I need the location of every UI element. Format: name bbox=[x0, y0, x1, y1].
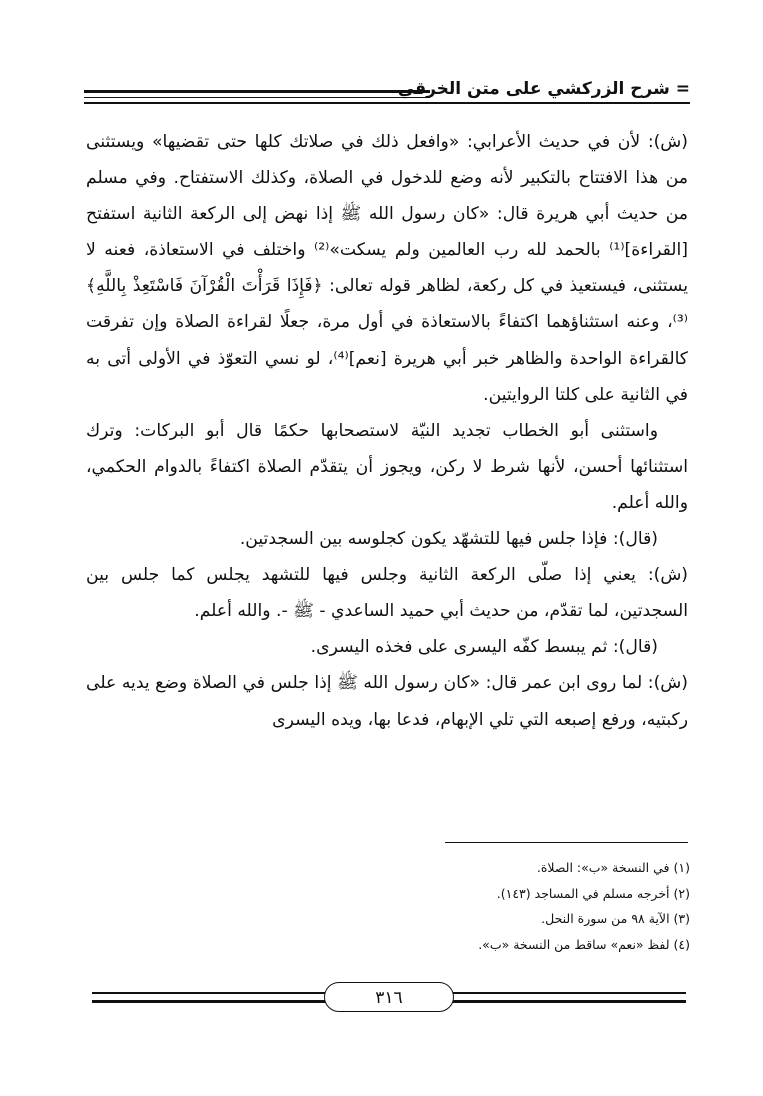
header-full-rule bbox=[84, 102, 690, 104]
paragraph-1: (ش): لأن في حديث الأعرابي: «وافعل ذلك في صلاتك كلها حتى تقضيها» ويستثنى من هذا الافتتاح بالتكبير لأنه وضع للدخول في الصلاة، وكذلك الاستفتاح. وفي مسلم من حديث أبي هريرة قال: «كان رسول الله ﷺ إذا نهض إلى الركعة الثانية استفتح [القراءة]⁽¹⁾ بالحمد لله رب العالمين ولم يسكت»⁽²⁾ واختلف في الاستعاذة، فعنه لا يستثنى، فيستعيذ في كل ركعة، لظاهر قوله تعالى: ﴿فَإِذَا قَرَأْتَ الْقُرْآنَ فَاسْتَعِذْ بِاللَّهِ﴾⁽³⁾، وعنه استثناؤهما اكتفاءً بالاستعاذة في أول مرة، جعلًا لقراءة الصلاة وإن تفرقت كالقراءة الواحدة والظاهر خبر أبي هريرة [نعم]⁽⁴⁾، لو نسي التعوّذ في الأولى أتى به في الثانية على كلتا الروايتين. bbox=[86, 132, 688, 405]
header-title: = شرح الزركشي على متن الخرقي bbox=[397, 79, 690, 99]
footnote-1: (١) في النسخة «ب»: الصلاة. bbox=[536, 860, 690, 875]
footnote-separator bbox=[445, 842, 688, 843]
main-text bbox=[86, 124, 688, 738]
paragraph-5: (قال): ثم يبسط كفّه اليسرى على فخذه اليسرى. bbox=[310, 637, 658, 658]
paragraph-2: واستثنى أبو الخطاب تجديد النيّة لاستصحابها حكمًا قال أبو البركات: وترك استثنائها أحسن، لأنها شرط لا ركن، ويجوز أن يتقدّم الصلاة اكتفاءً بالدوام الحكمي، والله أعلم. bbox=[86, 420, 688, 513]
header-double-rule bbox=[84, 90, 430, 98]
running-header bbox=[84, 78, 690, 118]
footnote-4: (٤) لفظ «نعم» ساقط من النسخة «ب». bbox=[478, 936, 690, 952]
paragraph-3: (قال): فإذا جلس فيها للتشهّد يكون كجلوسه بين السجدتين. bbox=[239, 529, 658, 550]
paragraph-6: (ش): لما روى ابن عمر قال: «كان رسول الله ﷺ إذا جلس في الصلاة وضع يديه على ركبتيه، ورفع إصبعه التي تلي الإبهام، فدعا بها، ويده اليسرى bbox=[86, 673, 688, 730]
page-number: ٣١٦ bbox=[324, 982, 454, 1012]
footnote-2: (٢) أخرجه مسلم في المساجد (١٤٣). bbox=[496, 885, 690, 901]
paragraph-4: (ش): يعني إذا صلّى الركعة الثانية وجلس فيها للتشهد يجلس كما جلس بين السجدتين، لما تقدّم، من حديث أبي حميد الساعدي - ﷺ -. والله أعلم. bbox=[86, 565, 688, 622]
page-footer bbox=[92, 980, 686, 1020]
footnote-3: (٣) الآية ٩٨ من سورة النحل. bbox=[541, 911, 690, 926]
footnotes bbox=[86, 855, 690, 957]
